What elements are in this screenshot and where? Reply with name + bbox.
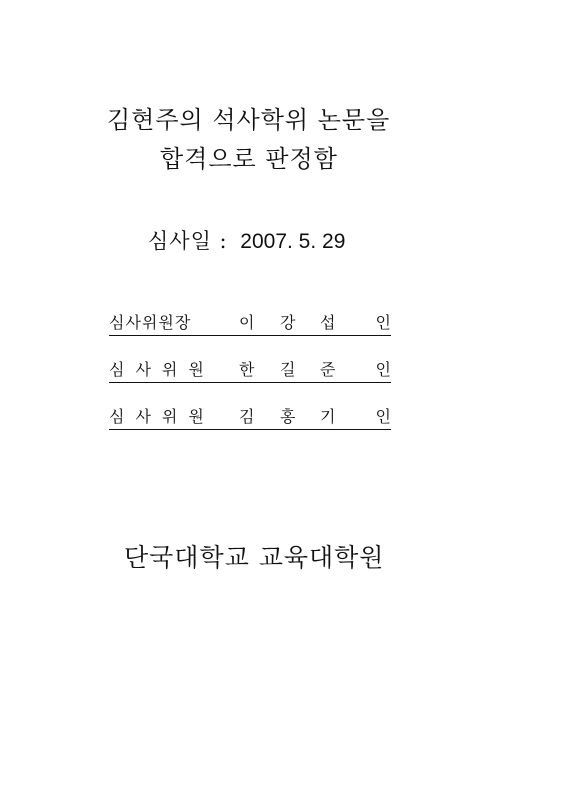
- committee-list: [109, 305, 391, 446]
- member-name-char: 길: [280, 360, 296, 379]
- exam-date: [148, 225, 345, 255]
- member-name-char: 한: [239, 360, 255, 379]
- exam-date-label: 심사일 :: [148, 229, 228, 253]
- member-name-char: 강: [280, 313, 296, 332]
- seal-mark: 인: [375, 313, 391, 332]
- member-name-char: 이: [239, 313, 255, 332]
- committee-row-member-1: [109, 352, 391, 383]
- committee-role: 심사위원장: [109, 313, 192, 332]
- committee-row-chair: [109, 305, 391, 336]
- member-name-char: 섭: [320, 313, 336, 332]
- committee-row-member-2: [109, 399, 391, 430]
- title-line-1: 김현주의 석사학위 논문을: [107, 106, 391, 134]
- institution-name: 단국대학교 교육대학원: [124, 543, 385, 572]
- title-line-2: 합격으로 판정함: [160, 145, 338, 173]
- member-name-char: 홍: [280, 407, 296, 426]
- seal-mark: 인: [375, 407, 391, 426]
- seal-mark: 인: [375, 360, 391, 379]
- member-name-char: 준: [320, 360, 336, 379]
- member-name-char: 기: [320, 407, 336, 426]
- committee-role: 심사위원: [109, 407, 215, 426]
- exam-date-value: 2007. 5. 29: [240, 230, 346, 253]
- member-name-char: 김: [239, 407, 255, 426]
- committee-role: 심사위원: [109, 360, 215, 379]
